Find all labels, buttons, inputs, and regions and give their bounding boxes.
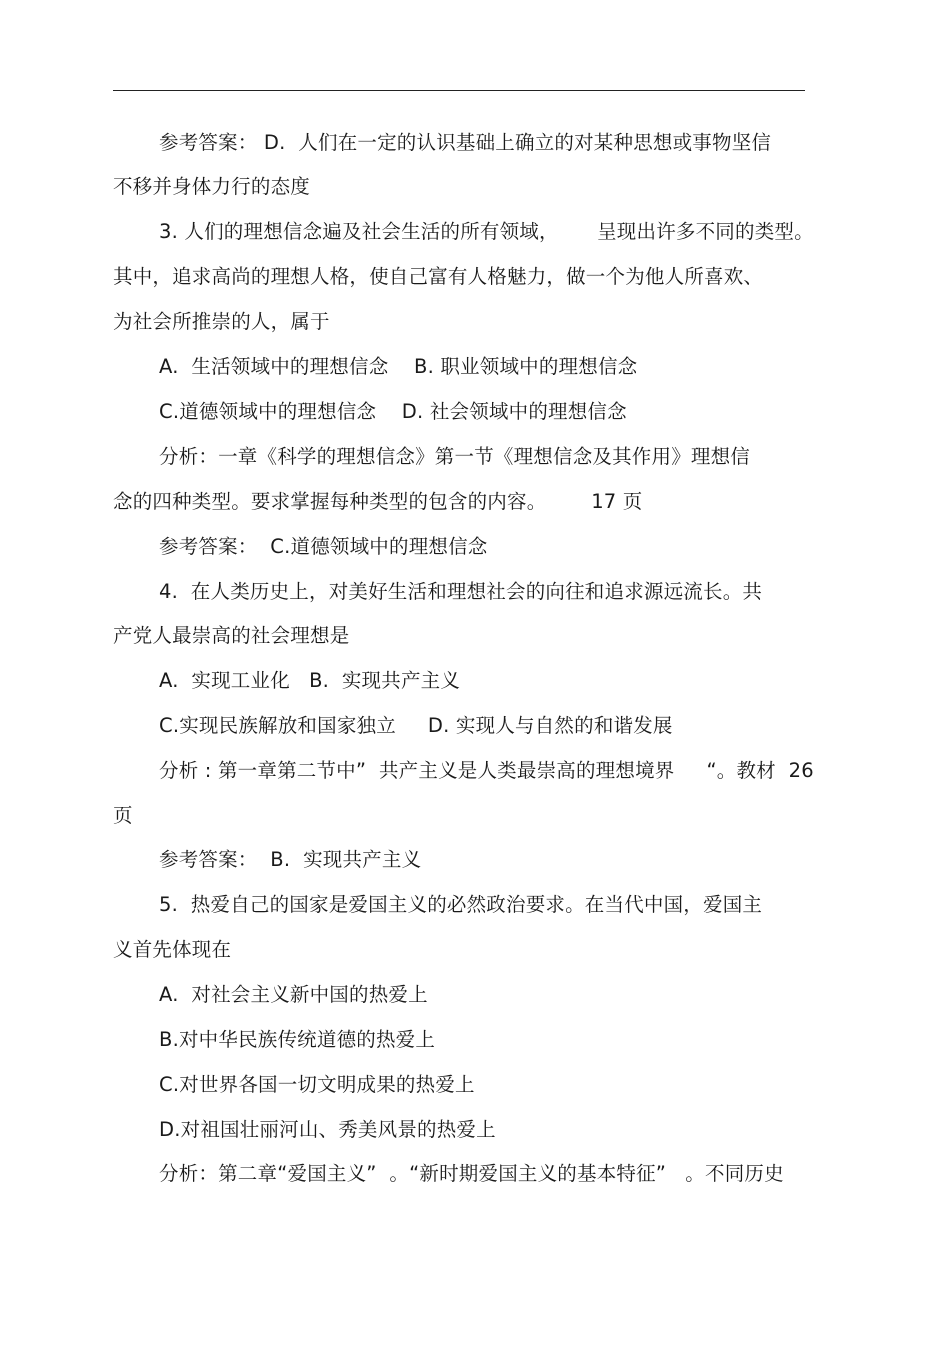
question-5-line-1: 5. 热爱自己的国家是爱国主义的必然政治要求。在当代中国，爱国主	[159, 893, 763, 916]
question-3-options-ab: A. 生活领域中的理想信念 B. 职业领域中的理想信念	[159, 355, 638, 378]
question-5-option-b: B.对中华民族传统道德的热爱上	[159, 1028, 436, 1051]
answer-3: 参考答案： C.道德领域中的理想信念	[159, 535, 488, 558]
question-4-line-1: 4. 在人类历史上，对美好生活和理想社会的向往和追求源远流长。共	[159, 580, 763, 603]
analysis-3-line-1: 分析：一章《科学的理想信念》第一节《理想信念及其作用》理想信	[159, 445, 751, 468]
answer-2-line-1: 参考答案： D. 人们在一定的认识基础上确立的对某种思想或事物坚信	[159, 131, 772, 154]
question-5-option-d: D.对祖国壮丽河山、秀美风景的热爱上	[159, 1118, 496, 1141]
analysis-4-line-2: 页	[113, 804, 133, 827]
question-3-line-1: 3. 人们的理想信念遍及社会生活的所有领域， 呈现出许多不同的类型。	[159, 220, 814, 243]
answer-2-line-2: 不移并身体力行的态度	[113, 175, 311, 198]
question-3-line-3: 为社会所推崇的人，属于	[113, 310, 330, 333]
question-5-line-2: 义首先体现在	[113, 938, 232, 961]
header-rule	[113, 90, 805, 91]
question-4-line-2: 产党人最崇高的社会理想是	[113, 624, 350, 647]
question-3-options-cd: C.道德领域中的理想信念 D. 社会领域中的理想信念	[159, 400, 627, 423]
question-4-options-ab: A. 实现工业化 B. 实现共产主义	[159, 669, 461, 692]
question-5-option-a: A. 对社会主义新中国的热爱上	[159, 983, 428, 1006]
analysis-3-line-2: 念的四种类型。要求掌握每种类型的包含的内容。 17 页	[113, 490, 643, 513]
question-4-options-cd: C.实现民族解放和国家独立 D. 实现人与自然的和谐发展	[159, 714, 673, 737]
analysis-5-line-1: 分析：第二章“爱国主义” 。“新时期爱国主义的基本特征” 。不同历史	[159, 1162, 784, 1185]
answer-4: 参考答案： B. 实现共产主义	[159, 848, 422, 871]
question-3-line-2: 其中，追求高尚的理想人格，使自己富有人格魅力，做一个为他人所喜欢、	[113, 265, 764, 288]
question-5-option-c: C.对世界各国一切文明成果的热爱上	[159, 1073, 475, 1096]
analysis-4-line-1: 分析 : 第一章第二节中” 共产主义是人类最崇高的理想境界 “。教材 26	[159, 759, 814, 782]
